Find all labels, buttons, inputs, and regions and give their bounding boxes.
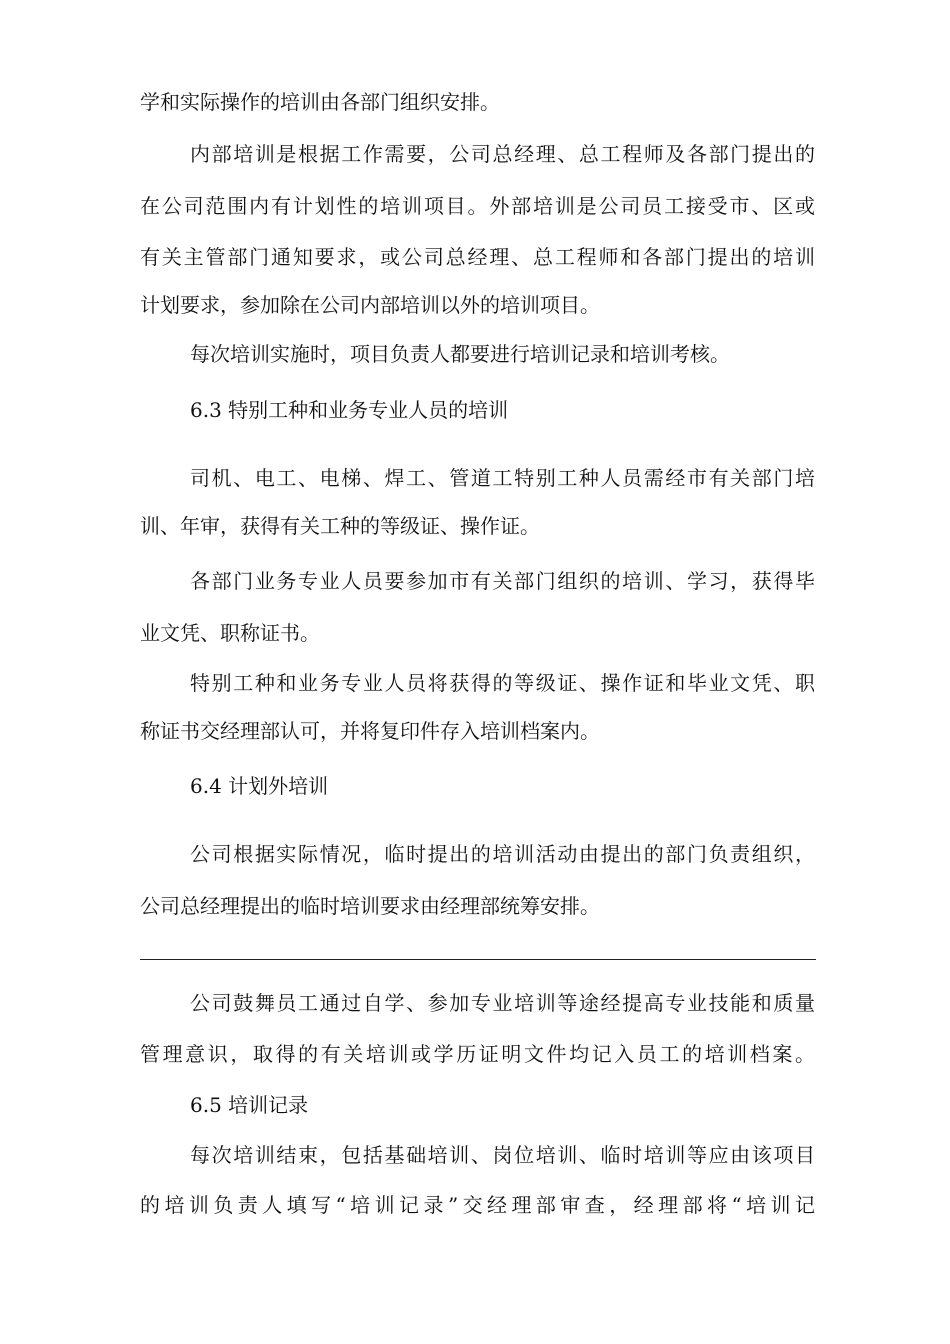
paragraph-line: 有关主管部门通知要求，或公司总经理、总工程师和各部门提出的培训 (140, 245, 815, 269)
paragraph-line: 计划要求，参加除在公司内部培训以外的培训项目。 (140, 293, 600, 317)
paragraph-line: 业文凭、职称证书。 (140, 621, 320, 645)
paragraph-line: 特别工种和业务专业人员将获得的等级证、操作证和毕业文凭、职 (190, 671, 815, 695)
section-heading: 6.5 培训记录 (190, 1093, 309, 1117)
paragraph-line: 公司鼓舞员工通过自学、参加专业培训等途经提高专业技能和质量 (190, 991, 815, 1015)
paragraph-line: 在公司范围内有计划性的培训项目。外部培训是公司员工接受市、区或 (140, 194, 815, 218)
paragraph-line: 管理意识，取得的有关培训或学历证明文件均记入员工的培训档案。 (140, 1042, 815, 1066)
paragraph-line: 每次培训结束，包括基础培训、岗位培训、临时培训等应由该项目 (190, 1143, 815, 1167)
paragraph-line: 公司根据实际情况，临时提出的培训活动由提出的部门负责组织， (190, 842, 815, 866)
section-heading: 6.4 计划外培训 (190, 774, 329, 798)
paragraph-line: 每次培训实施时，项目负责人都要进行培训记录和培训考核。 (190, 342, 730, 366)
paragraph-line: 各部门业务专业人员要参加市有关部门组织的培训、学习，获得毕 (190, 569, 815, 593)
section-heading: 6.3 特别工种和业务专业人员的培训 (190, 398, 509, 422)
paragraph-line: 学和实际操作的培训由各部门组织安排。 (140, 90, 500, 114)
paragraph-line: 公司总经理提出的临时培训要求由经理部统筹安排。 (140, 894, 600, 918)
paragraph-line: 的培训负责人填写“培训记录”交经理部审查，经理部将“培训记 (140, 1193, 815, 1217)
paragraph-line: 称证书交经理部认可，并将复印件存入培训档案内。 (140, 719, 600, 743)
horizontal-divider (140, 959, 816, 960)
paragraph-line: 内部培训是根据工作需要，公司总经理、总工程师及各部门提出的 (190, 142, 815, 166)
paragraph-line: 司机、电工、电梯、焊工、管道工特别工种人员需经市有关部门培 (190, 466, 815, 490)
paragraph-line: 训、年审，获得有关工种的等级证、操作证。 (140, 514, 540, 538)
